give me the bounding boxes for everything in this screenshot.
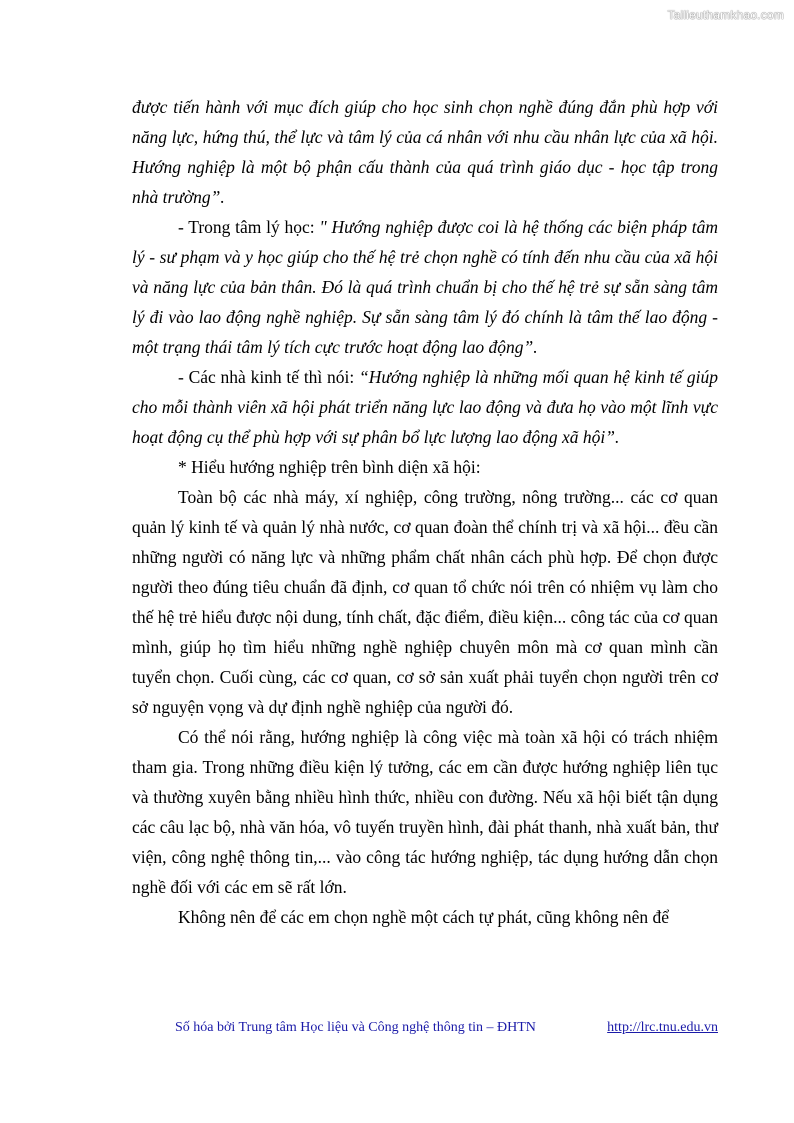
paragraph-3-quote: “Hướng nghiệp là những mối quan hệ kinh tế giúp cho mỗi thành viên xã hội phát triển năng lực lao động và đưa họ vào một lĩnh vực hoạt động cụ thể phù hợp với sự phân bổ lực lượng lao động xã hội”. xyxy=(132,367,718,447)
paragraph-2-lead: - Trong tâm lý học: xyxy=(178,217,315,237)
paragraph-4: * Hiểu hướng nghiệp trên bình diện xã hội: xyxy=(178,457,481,477)
footer-credit: Số hóa bởi Trung tâm Học liệu và Công nghệ thông tin – ĐHTN xyxy=(175,1020,536,1035)
paragraph-2-quote: " Hướng nghiệp được coi là hệ thống các biện pháp tâm lý - sư phạm và y học giúp cho thế hệ trẻ chọn nghề có tính đến nhu cầu của xã hội và năng lực của bản thân. Đó là quá trình chuẩn bị cho thế hệ trẻ sự sẵn sàng tâm lý đi vào lao động nghề nghiệp. Sự sẵn sàng tâm lý đó chính là tâm thế lao động - một trạng thái tâm lý tích cực trước hoạt động lao động”. xyxy=(132,217,718,357)
paragraph-6: Có thể nói rằng, hướng nghiệp là công việc mà toàn xã hội có trách nhiệm tham gia. Trong những điều kiện lý tưởng, các em cần được hướng nghiệp liên tục và thường xuyên bằng nhiều hình thức, nhiều con đường. Nếu xã hội biết tận dụng các câu lạc bộ, nhà văn hóa, vô tuyến truyền hình, đài phát thanh, nhà xuất bản, thư viện, công nghệ thông tin,... vào công tác hướng nghiệp, tác dụng hướng dẫn chọn nghề đối với các em sẽ rất lớn. xyxy=(132,727,718,897)
paragraph-5: Toàn bộ các nhà máy, xí nghiệp, công trường, nông trường... các cơ quan quản lý kinh tế và quản lý nhà nước, cơ quan đoàn thể chính trị và xã hội... đều cần những người có năng lực và những phẩm chất nhân cách phù hợp. Để chọn được người theo đúng tiêu chuẩn đã định, cơ quan tổ chức nói trên có nhiệm vụ làm cho thế hệ trẻ hiểu được nội dung, tính chất, đặc điểm, điều kiện... công tác của cơ quan mình, giúp họ tìm hiểu những nghề nghiệp chuyên môn mà cơ quan mình cần tuyển chọn. Cuối cùng, các cơ quan, cơ sở sản xuất phải tuyển chọn người trên cơ sở nguyện vọng và dự định nghề nghiệp của người đó. xyxy=(132,487,718,717)
paragraph-3 xyxy=(132,362,718,452)
watermark-text: Tailieuthamkhao.com xyxy=(667,8,784,22)
paragraph-3-lead: - Các nhà kinh tế thì nói: xyxy=(178,367,355,387)
page-footer xyxy=(175,1020,718,1036)
paragraph-1: được tiến hành với mục đích giúp cho học sinh chọn nghề đúng đắn phù hợp với năng lực, hứng thú, thể lực và tâm lý của cá nhân với nhu cầu nhân lực của xã hội. Hướng nghiệp là một bộ phận cấu thành của quá trình giáo dục - học tập trong nhà trường”. xyxy=(132,97,718,207)
paragraph-2 xyxy=(132,212,718,362)
document-body xyxy=(132,92,718,932)
paragraph-7: Không nên để các em chọn nghề một cách tự phát, cũng không nên để xyxy=(178,907,670,927)
footer-link[interactable]: http://lrc.tnu.edu.vn xyxy=(607,1020,718,1035)
